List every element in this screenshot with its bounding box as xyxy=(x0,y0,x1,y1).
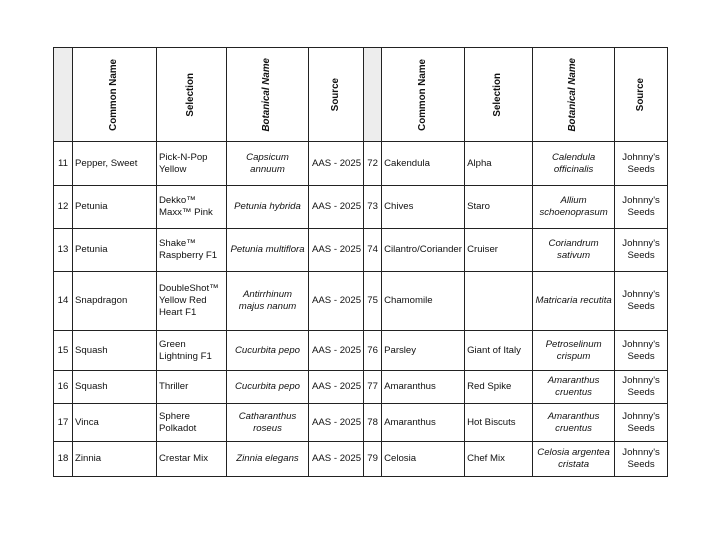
row-number-right: 72 xyxy=(364,142,382,186)
common-name-cell: Cilantro/Coriander xyxy=(382,229,465,272)
row-number-right: 75 xyxy=(364,272,382,331)
botanical-name-cell: Cucurbita pepo xyxy=(227,331,309,371)
selection-cell: Sphere Polkadot xyxy=(157,404,227,442)
common-name-cell: Petunia xyxy=(73,229,157,272)
header-selection-left: Selection xyxy=(157,48,227,142)
botanical-name-cell: Petunia hybrida xyxy=(227,186,309,229)
source-cell: AAS - 2025 xyxy=(309,272,364,331)
botanical-name-cell: Petroselinum crispum xyxy=(533,331,615,371)
botanical-name-cell: Coriandrum sativum xyxy=(533,229,615,272)
row-number-left: 17 xyxy=(54,404,73,442)
botanical-name-cell: Amaranthus cruentus xyxy=(533,404,615,442)
common-name-cell: Snapdragon xyxy=(73,272,157,331)
table-row xyxy=(54,442,668,477)
header-num-left xyxy=(54,48,73,142)
selection-cell: Cruiser xyxy=(465,229,533,272)
botanical-name-cell: Capsicum annuum xyxy=(227,142,309,186)
header-row xyxy=(54,48,668,142)
row-number-right: 78 xyxy=(364,404,382,442)
plant-list-table xyxy=(53,47,668,477)
header-source-right: Source xyxy=(615,48,668,142)
botanical-name-cell: Calendula officinalis xyxy=(533,142,615,186)
source-cell: Johnny's Seeds xyxy=(615,142,668,186)
botanical-name-cell: Antirrhinum majus nanum xyxy=(227,272,309,331)
botanical-name-cell: Amaranthus cruentus xyxy=(533,371,615,404)
botanical-name-cell: Petunia multiflora xyxy=(227,229,309,272)
common-name-cell: Amaranthus xyxy=(382,404,465,442)
header-common-name-left: Common Name xyxy=(73,48,157,142)
botanical-name-cell: Catharanthus roseus xyxy=(227,404,309,442)
row-number-left: 16 xyxy=(54,371,73,404)
selection-cell: Thriller xyxy=(157,371,227,404)
selection-cell: Crestar Mix xyxy=(157,442,227,477)
common-name-cell: Amaranthus xyxy=(382,371,465,404)
header-source-left: Source xyxy=(309,48,364,142)
selection-cell: Hot Biscuts xyxy=(465,404,533,442)
table-row xyxy=(54,404,668,442)
header-botanical-name-right: Botanical Name xyxy=(533,48,615,142)
common-name-cell: Pepper, Sweet xyxy=(73,142,157,186)
source-cell: Johnny's Seeds xyxy=(615,186,668,229)
header-botanical-name-left: Botanical Name xyxy=(227,48,309,142)
row-number-right: 73 xyxy=(364,186,382,229)
header-common-name-right: Common Name xyxy=(382,48,465,142)
common-name-cell: Squash xyxy=(73,331,157,371)
selection-cell: Dekko™ Maxx™ Pink xyxy=(157,186,227,229)
common-name-cell: Petunia xyxy=(73,186,157,229)
source-cell: Johnny's Seeds xyxy=(615,442,668,477)
table-row xyxy=(54,142,668,186)
selection-cell: Green Lightning F1 xyxy=(157,331,227,371)
common-name-cell: Squash xyxy=(73,371,157,404)
common-name-cell: Parsley xyxy=(382,331,465,371)
botanical-name-cell: Allium schoenoprasum xyxy=(533,186,615,229)
row-number-right: 76 xyxy=(364,331,382,371)
table-row xyxy=(54,331,668,371)
botanical-name-cell: Matricaria recutita xyxy=(533,272,615,331)
common-name-cell: Celosia xyxy=(382,442,465,477)
selection-cell: Shake™ Raspberry F1 xyxy=(157,229,227,272)
botanical-name-cell: Cucurbita pepo xyxy=(227,371,309,404)
source-cell: Johnny's Seeds xyxy=(615,229,668,272)
selection-cell: Giant of Italy xyxy=(465,331,533,371)
botanical-name-cell: Celosia argentea cristata xyxy=(533,442,615,477)
selection-cell: Red Spike xyxy=(465,371,533,404)
source-cell: AAS - 2025 xyxy=(309,442,364,477)
header-num-right xyxy=(364,48,382,142)
selection-cell: Alpha xyxy=(465,142,533,186)
botanical-name-cell: Zinnia elegans xyxy=(227,442,309,477)
header-selection-right: Selection xyxy=(465,48,533,142)
selection-cell: DoubleShot™ Yellow Red Heart F1 xyxy=(157,272,227,331)
selection-cell: Chef Mix xyxy=(465,442,533,477)
table-row xyxy=(54,272,668,331)
row-number-left: 18 xyxy=(54,442,73,477)
table-row xyxy=(54,186,668,229)
row-number-right: 77 xyxy=(364,371,382,404)
source-cell: AAS - 2025 xyxy=(309,186,364,229)
source-cell: AAS - 2025 xyxy=(309,404,364,442)
source-cell: Johnny's Seeds xyxy=(615,331,668,371)
source-cell: Johnny's Seeds xyxy=(615,371,668,404)
row-number-left: 12 xyxy=(54,186,73,229)
source-cell: AAS - 2025 xyxy=(309,331,364,371)
row-number-right: 74 xyxy=(364,229,382,272)
source-cell: AAS - 2025 xyxy=(309,229,364,272)
source-cell: Johnny's Seeds xyxy=(615,272,668,331)
common-name-cell: Chives xyxy=(382,186,465,229)
source-cell: AAS - 2025 xyxy=(309,371,364,404)
row-number-left: 13 xyxy=(54,229,73,272)
selection-cell: Staro xyxy=(465,186,533,229)
table-row xyxy=(54,371,668,404)
selection-cell: Pick-N-Pop Yellow xyxy=(157,142,227,186)
row-number-left: 15 xyxy=(54,331,73,371)
row-number-right: 79 xyxy=(364,442,382,477)
common-name-cell: Zinnia xyxy=(73,442,157,477)
row-number-left: 11 xyxy=(54,142,73,186)
selection-cell xyxy=(465,272,533,331)
row-number-left: 14 xyxy=(54,272,73,331)
common-name-cell: Chamomile xyxy=(382,272,465,331)
table-row xyxy=(54,229,668,272)
common-name-cell: Cakendula xyxy=(382,142,465,186)
source-cell: AAS - 2025 xyxy=(309,142,364,186)
source-cell: Johnny's Seeds xyxy=(615,404,668,442)
common-name-cell: Vinca xyxy=(73,404,157,442)
